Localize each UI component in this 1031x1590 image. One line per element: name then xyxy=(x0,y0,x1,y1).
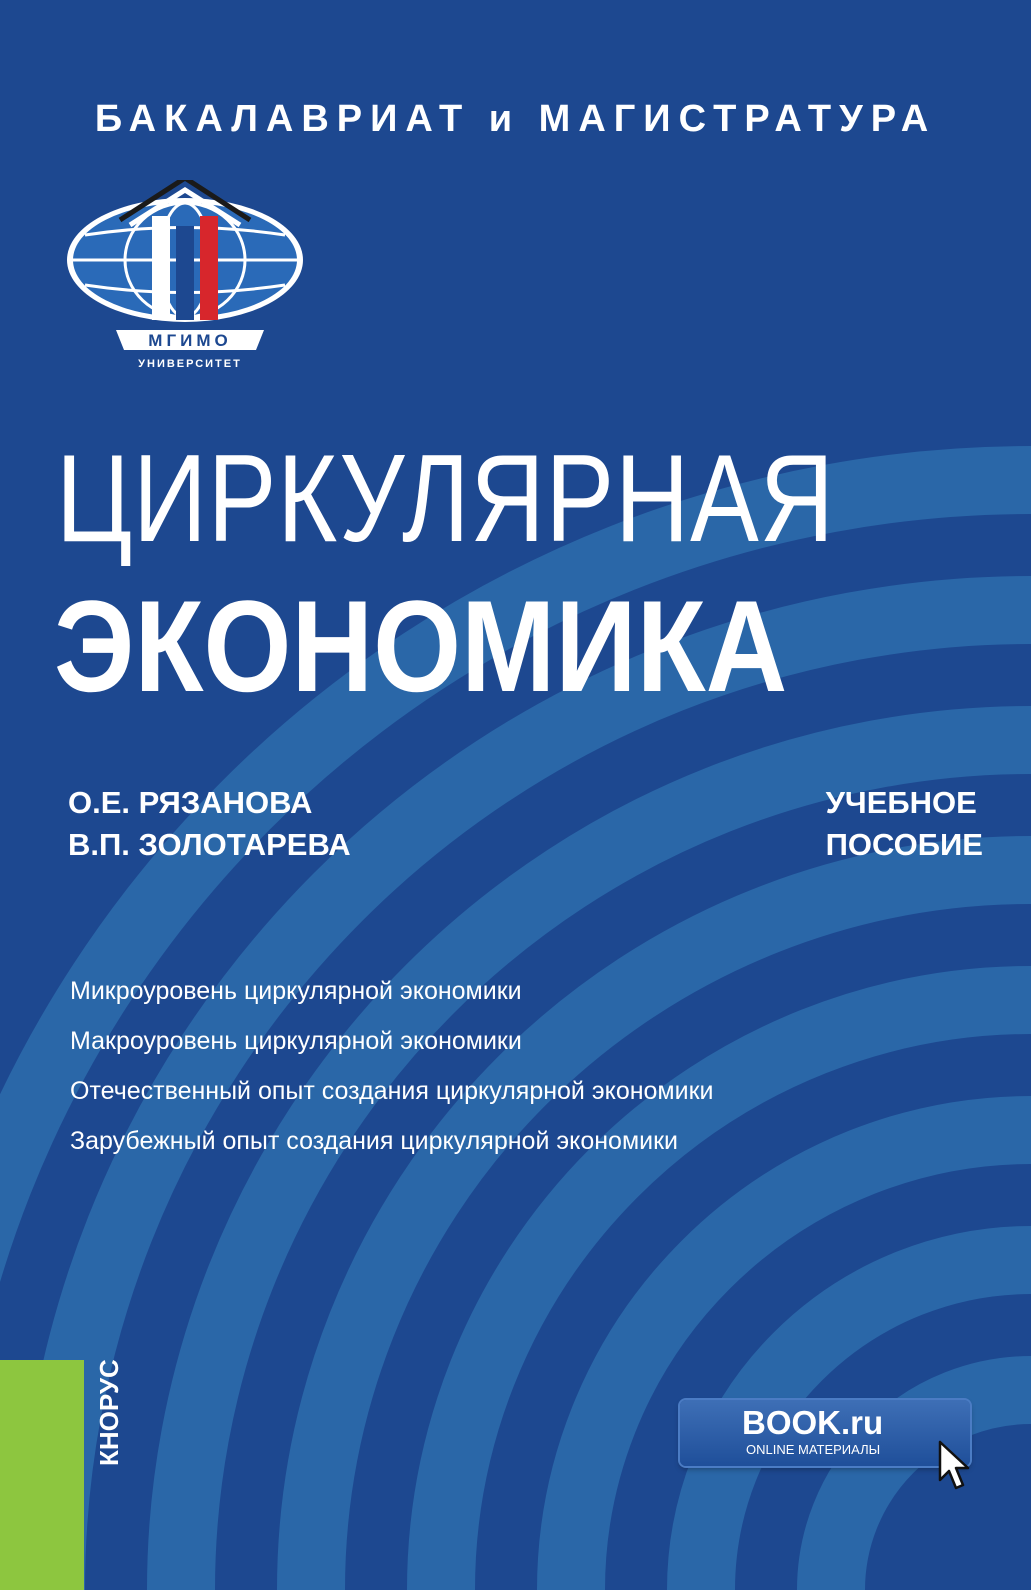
topic-item: Отечественный опыт создания циркулярной экономики xyxy=(70,1077,714,1105)
logo-subtext: УНИВЕРСИТЕТ xyxy=(138,358,242,370)
book-type xyxy=(826,782,983,866)
authors xyxy=(68,782,351,866)
title-line-2: ЭКОНОМИКА xyxy=(54,573,788,719)
topic-item: Макроуровень циркулярной экономики xyxy=(70,1027,522,1055)
series-label: БАКАЛАВРИАТ и МАГИСТРАТУРА xyxy=(94,98,937,140)
bookru-sublabel: ONLINE МАТЕРИАЛЫ xyxy=(746,1442,881,1457)
topic-item: Зарубежный опыт создания циркулярной экономики xyxy=(70,1127,678,1155)
title-line-1: ЦИРКУЛЯРНАЯ xyxy=(56,430,835,568)
bookru-button[interactable] xyxy=(680,1400,970,1466)
book-type-line-2: ПОСОБИЕ xyxy=(825,827,983,862)
logo-text: МГИМО xyxy=(148,331,232,350)
author-1: О.Е. РЯЗАНОВА xyxy=(68,785,313,820)
topic-item: Микроуровень циркулярной экономики xyxy=(70,977,522,1005)
bookru-label: BOOK.ru xyxy=(742,1404,884,1441)
cursor-icon xyxy=(938,1440,972,1492)
green-strip xyxy=(0,1360,84,1590)
publisher-name: КНОРУС xyxy=(94,1359,124,1466)
book-type-line-1: УЧЕБНОЕ xyxy=(825,785,977,820)
author-2: В.П. ЗОЛОТАРЕВА xyxy=(68,827,351,862)
mgimo-logo xyxy=(60,180,320,380)
topics-list xyxy=(70,966,713,1166)
